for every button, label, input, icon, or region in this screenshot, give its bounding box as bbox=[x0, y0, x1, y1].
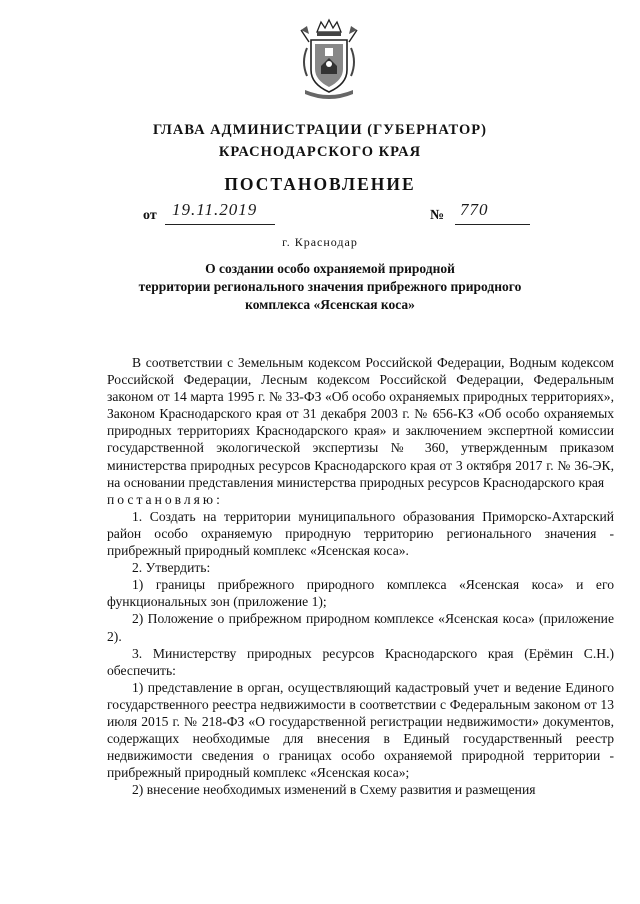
item-3-2-paragraph: 2) внесение необходимых изменений в Схему развития и размещения bbox=[132, 782, 536, 798]
coat-of-arms-emblem bbox=[297, 18, 361, 100]
date-value: 19.11.2019 bbox=[172, 200, 258, 219]
item-2-paragraph: 2. Утвердить: bbox=[132, 560, 211, 576]
document-subject bbox=[120, 260, 540, 314]
item-3-paragraph: 3. Министерству природных ресурсов Краснодарского края (Ерёмин С.Н.) обеспечить: bbox=[107, 645, 614, 678]
document-body bbox=[107, 354, 614, 798]
item-2-1-paragraph: 1) границы прибрежного природного комплекса «Ясенская коса» и его функциональных зон (приложение 1); bbox=[107, 577, 614, 610]
subject-line2: территории регионального значения прибрежного природного bbox=[138, 279, 522, 294]
document-type-title: ПОСТАНОВЛЕНИЕ bbox=[224, 174, 416, 194]
date-label: от bbox=[143, 208, 157, 223]
item-2-2-paragraph: 2) Положение о прибрежном природном комплексе «Ясенская коса» (приложение 2). bbox=[107, 611, 614, 644]
item-1-paragraph: 1. Создать на территории муниципального образования Приморско-Ахтарский район особо охраняемую природную территорию регионального значения - прибрежный природный комплекс «Ясенская коса». bbox=[107, 508, 614, 559]
item-3-1-paragraph: 1) представление в орган, осуществляющий кадастровый учет и ведение Единого государственного реестра недвижимости в соответствии с Федеральным законом от 13 июля 2015 г. № 218-ФЗ «О государственной регистрации недвижимости» документов, содержащих необходимые для внесения в Единый государственный реестр недвижимости сведения о границах особо охраняемой природной территории - прибрежный природный комплекс «Ясенская коса»; bbox=[107, 679, 614, 781]
subject-line3: комплекса «Ясенская коса» bbox=[245, 297, 415, 312]
city-label: г. Краснодар bbox=[282, 235, 358, 249]
subject-line1: О создании особо охраняемой природной bbox=[205, 261, 455, 276]
number-value: 770 bbox=[460, 200, 489, 219]
decree-word: постановляю: bbox=[107, 491, 223, 507]
number-label: № bbox=[430, 208, 445, 223]
authority-title-line2: КРАСНОДАРСКОГО КРАЯ bbox=[218, 144, 422, 160]
intro-paragraph: В соответствии с Земельным кодексом Российской Федерации, Водным кодексом Российской Федерации, Лесным кодексом Российской Федерации, Федеральным законом от 14 марта 1995 г. № 33-ФЗ «Об особо охраняемых природных территориях», Законом Краснодарского края от 31 декабря 2003 г. № 656-КЗ «Об особо охраняемых природных территориях Краснодарского края» и заключением экспертной комиссии государственной экологической экспертизы № 360, утвержденным приказом министерства природных ресурсов Краснодарского края от 3 октября 2017 г. № 36-ЭК, на основании представления министерства природных ресурсов Краснодарского края bbox=[107, 355, 614, 490]
authority-title-line1: ГЛАВА АДМИНИСТРАЦИИ (ГУБЕРНАТОР) bbox=[153, 122, 487, 138]
